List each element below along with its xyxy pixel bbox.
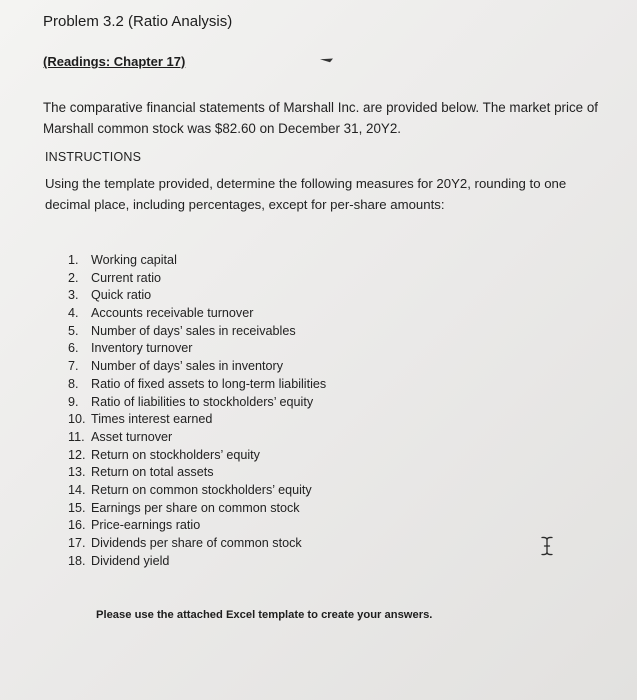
list-item-number: 10. [68, 412, 86, 427]
list-item-number: 14. [68, 482, 86, 497]
list-item-number: 11. [68, 429, 85, 444]
list-item [68, 535, 326, 553]
list-item-number: 17. [68, 536, 86, 550]
list-item [68, 500, 326, 518]
list-item [68, 394, 326, 412]
list-item-number: 16. [68, 518, 86, 533]
list-item-label: Return on total assets [91, 465, 214, 480]
list-item-label: Working capital [91, 253, 177, 267]
instructions-heading: INSTRUCTIONS [45, 150, 142, 164]
measures-list [68, 252, 326, 570]
list-item-number: 1. [68, 253, 79, 267]
list-item-number: 4. [68, 306, 79, 321]
list-item-label: Dividend yield [91, 553, 170, 568]
text-cursor-icon [541, 536, 553, 556]
list-item-number: 13. [68, 465, 86, 480]
list-item-label: Return on common stockholders’ equity [91, 482, 312, 497]
list-item-number: 15. [68, 500, 86, 515]
list-item-label: Number of days’ sales in receivables [91, 323, 296, 338]
list-item [68, 287, 326, 305]
list-item-number: 9. [68, 394, 79, 409]
list-item-label: Accounts receivable turnover [91, 306, 254, 321]
list-item [68, 447, 326, 465]
list-item [68, 305, 326, 323]
list-item [68, 323, 326, 341]
list-item [68, 411, 326, 429]
problem-title: Problem 3.2 (Ratio Analysis) [43, 13, 233, 30]
intro-paragraph: The comparative financial statements of Marshall Inc. are provided below. The market price of Marshall common stock was $82.60 on December 31, 20Y2. [43, 100, 598, 136]
list-item [68, 429, 326, 447]
list-item [68, 464, 326, 482]
list-item-label: Price-earnings ratio [91, 518, 201, 533]
list-item-number: 2. [68, 270, 79, 285]
list-item-label: Times interest earned [91, 412, 213, 427]
list-item-label: Current ratio [91, 270, 161, 285]
list-item [68, 270, 326, 288]
list-item-label: Ratio of liabilities to stockholders’ equity [91, 394, 314, 409]
list-item-number: 7. [68, 359, 79, 374]
list-item-label: Inventory turnover [91, 341, 193, 356]
list-item-label: Quick ratio [91, 288, 152, 303]
list-item [68, 340, 326, 358]
list-item-number: 5. [68, 323, 79, 338]
list-item-number: 6. [68, 341, 79, 356]
task-paragraph: Using the template provided, determine the following measures for 20Y2, rounding to one decimal place, including percentages, except for per-share amounts: [45, 176, 567, 212]
list-item-number: 18. [68, 553, 86, 568]
list-item-label: Dividends per share of common stock [91, 536, 302, 550]
list-item-number: 3. [68, 288, 79, 303]
footer-note: Please use the attached Excel template to create your answers. [96, 609, 433, 621]
list-item [68, 252, 326, 270]
list-item [68, 482, 326, 500]
list-item [68, 553, 326, 571]
list-item [68, 358, 326, 376]
list-item-number: 12. [68, 447, 86, 462]
list-item [68, 517, 326, 535]
list-item [68, 376, 326, 394]
list-item-label: Earnings per share on common stock [91, 500, 300, 515]
list-item-label: Asset turnover [91, 429, 173, 444]
list-item-label: Ratio of fixed assets to long-term liabilities [91, 376, 327, 391]
readings-link[interactable]: (Readings: Chapter 17) [43, 54, 186, 69]
list-item-label: Return on stockholders’ equity [91, 447, 260, 462]
list-item-label: Number of days’ sales in inventory [91, 359, 284, 374]
pointer-cursor-icon [320, 58, 334, 63]
list-item-number: 8. [68, 376, 79, 391]
